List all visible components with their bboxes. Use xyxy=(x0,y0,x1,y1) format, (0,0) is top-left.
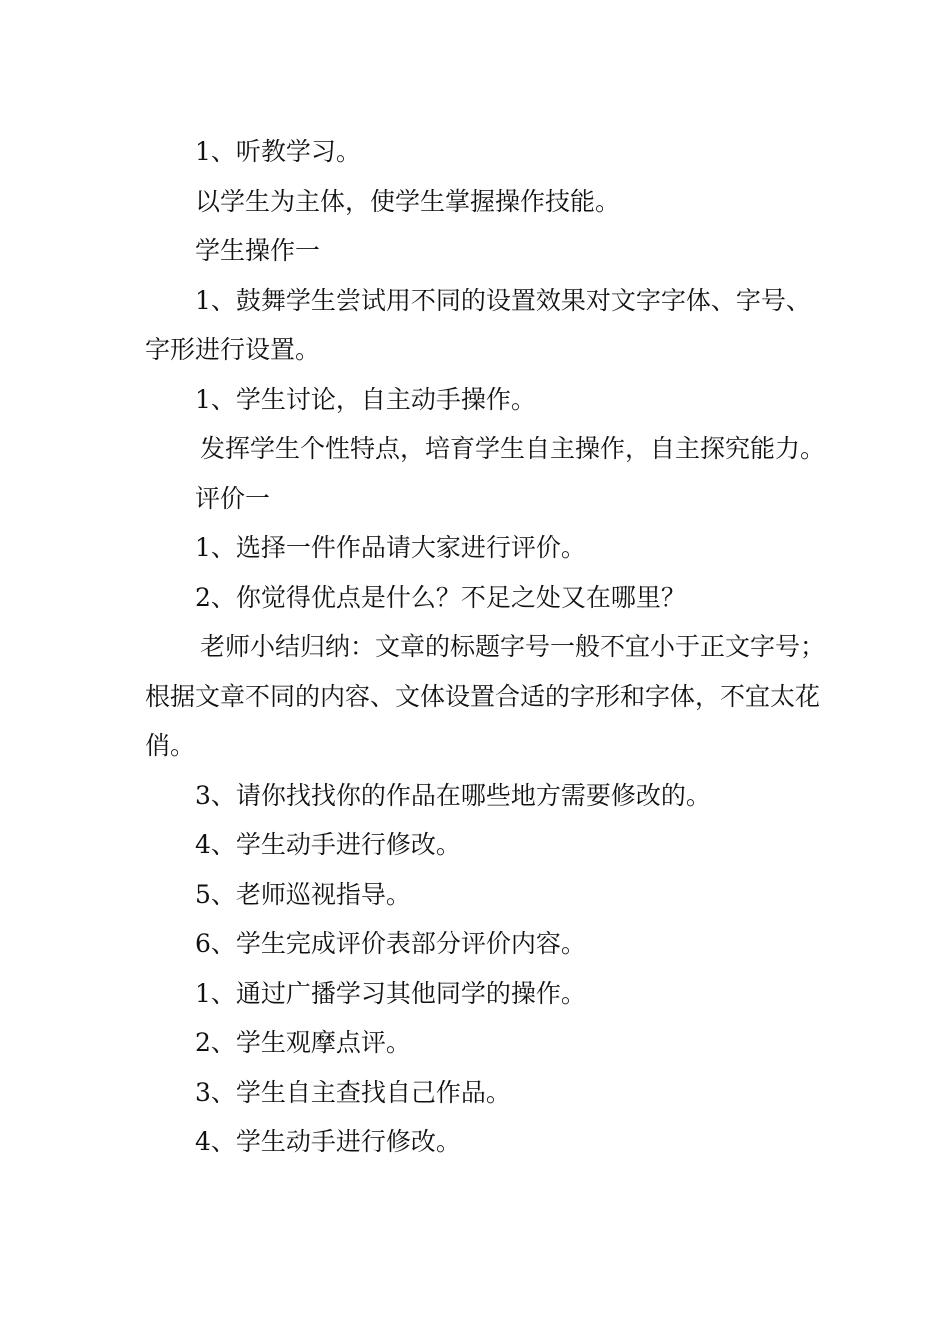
paragraph-6: 发挥学生个性特点，培育学生自主操作，自主探究能力。 xyxy=(200,434,826,463)
paragraph-14: 6、学生完成评价表部分评价内容。 xyxy=(195,929,586,958)
paragraph-7: 评价一 xyxy=(195,483,271,513)
paragraph-3: 学生操作一 xyxy=(195,236,321,265)
paragraph-12: 4、学生动手进行修改。 xyxy=(195,830,461,859)
paragraph-8: 1、选择一件作品请大家进行评价。 xyxy=(195,533,586,562)
paragraph-2: 以学生为主体，使学生掌握操作技能。 xyxy=(195,186,621,216)
paragraph-1: 1、听教学习。 xyxy=(195,137,361,166)
paragraph-9: 2、你觉得优点是什么？不足之处又在哪里？ xyxy=(195,582,686,612)
paragraph-16: 2、学生观摩点评。 xyxy=(195,1028,411,1057)
paragraph-5: 1、学生讨论，自主动手操作。 xyxy=(195,384,536,414)
paragraph-17: 3、学生自主查找自己作品。 xyxy=(195,1077,511,1107)
paragraph-13: 5、老师巡视指导。 xyxy=(195,879,411,909)
paragraph-4: 1、鼓舞学生尝试用不同的设置效果对文字字体、字号、字形进行设置。 xyxy=(145,285,811,364)
paragraph-18: 4、学生动手进行修改。 xyxy=(195,1127,461,1156)
document-page xyxy=(145,127,835,1167)
paragraph-15: 1、通过广播学习其他同学的操作。 xyxy=(195,978,586,1008)
paragraph-10: 老师小结归纳：文章的标题字号一般不宜小于正文字号；根据文章不同的内容、文体设置合适的字形和字体，不宜太花俏。 xyxy=(145,632,826,760)
paragraph-11: 3、请你找找你的作品在哪些地方需要修改的。 xyxy=(195,780,711,810)
